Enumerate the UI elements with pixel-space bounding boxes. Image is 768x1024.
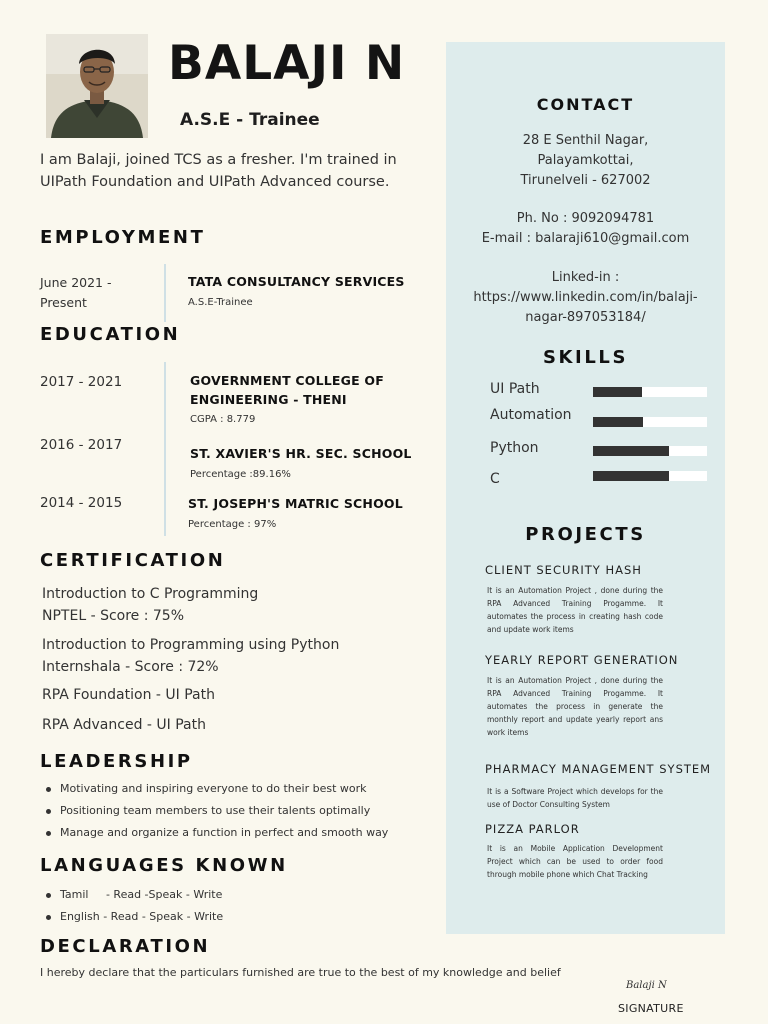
skill-bar bbox=[593, 471, 707, 481]
contact-phone: Ph. No : 9092094781 bbox=[516, 211, 655, 226]
project-title: PHARMACY MANAGEMENT SYSTEM bbox=[485, 762, 712, 776]
education-detail: Percentage : 97% bbox=[188, 519, 277, 530]
skill-bar bbox=[593, 446, 707, 456]
education-years: 2017 - 2021 bbox=[40, 374, 123, 390]
skill-bar bbox=[593, 387, 707, 397]
list-item: Motivating and inspiring everyone to do their best work bbox=[40, 778, 388, 800]
declaration-text: I hereby declare that the particulars furnished are true to the best of my knowledge and belief bbox=[40, 966, 561, 979]
skill-bar bbox=[593, 417, 707, 427]
skill-label: Automation bbox=[490, 407, 572, 423]
certification-heading: CERTIFICATION bbox=[40, 550, 226, 571]
contact-address bbox=[446, 131, 725, 191]
profile-photo bbox=[46, 34, 148, 138]
skills-heading: SKILLS bbox=[542, 347, 629, 368]
skill-bar-fill bbox=[593, 471, 669, 481]
address-line: Tirunelveli - 627002 bbox=[520, 173, 651, 188]
education-detail: CGPA : 8.779 bbox=[190, 414, 256, 425]
skill-label: Python bbox=[490, 440, 539, 456]
project-description: It is an Automation Project , done during the RPA Advanced Training Progamme. It automates the process in creating hash code and update work items bbox=[487, 586, 663, 634]
certification-item: Introduction to Programming using Python bbox=[42, 637, 340, 653]
education-heading: EDUCATION bbox=[40, 324, 181, 345]
languages-heading: LANGUAGES KNOWN bbox=[40, 855, 288, 876]
education-school-line: ENGINEERING - THENI bbox=[190, 392, 347, 407]
employment-role: A.S.E-Trainee bbox=[188, 297, 253, 308]
leadership-list bbox=[40, 778, 388, 844]
education-school: ST. XAVIER'S HR. SEC. SCHOOL bbox=[190, 446, 412, 461]
contact-email[interactable]: E-mail : balaraji610@gmail.com bbox=[481, 231, 690, 246]
certification-item: RPA Advanced - UI Path bbox=[42, 717, 206, 733]
employment-period bbox=[40, 273, 112, 313]
education-school bbox=[190, 371, 384, 409]
list-item: Positioning team members to use their talents optimally bbox=[40, 800, 388, 822]
address-line: 28 E Senthil Nagar, bbox=[522, 133, 649, 148]
leadership-heading: LEADERSHIP bbox=[40, 751, 193, 772]
skill-label: UI Path bbox=[490, 381, 540, 397]
declaration-heading: DECLARATION bbox=[40, 936, 211, 957]
projects-heading: PROJECTS bbox=[525, 524, 646, 545]
contact-heading: CONTACT bbox=[536, 95, 635, 114]
skill-bar-fill bbox=[593, 417, 643, 427]
signature-label: SIGNATURE bbox=[618, 1002, 684, 1015]
linkedin-label: Linked-in : bbox=[551, 270, 620, 285]
skill-label: C bbox=[490, 471, 500, 487]
linkedin-url[interactable]: https://www.linkedin.com/in/balaji- bbox=[473, 290, 698, 305]
languages-list bbox=[40, 884, 223, 928]
list-item: Tamil - Read -Speak - Write bbox=[40, 884, 223, 906]
education-detail: Percentage :89.16% bbox=[190, 469, 291, 480]
project-description: It is an Mobile Application Development Project which can be used to order food through mobile phone which Chat Tracking bbox=[487, 844, 663, 879]
candidate-title: A.S.E - Trainee bbox=[180, 110, 320, 130]
certification-item: Internshala - Score : 72% bbox=[42, 659, 219, 675]
list-item: English - Read - Speak - Write bbox=[40, 906, 223, 928]
candidate-name: BALAJI N bbox=[168, 36, 406, 91]
contact-linkedin[interactable] bbox=[446, 268, 725, 328]
employment-company: TATA CONSULTANCY SERVICES bbox=[188, 274, 405, 289]
person-silhouette-icon bbox=[46, 34, 148, 138]
employment-heading: EMPLOYMENT bbox=[40, 227, 206, 248]
certification-item: RPA Foundation - UI Path bbox=[42, 687, 215, 703]
list-item: Manage and organize a function in perfect and smooth way bbox=[40, 822, 388, 844]
education-divider bbox=[164, 362, 166, 536]
skill-bar-fill bbox=[593, 387, 642, 397]
address-line: Palayamkottai, bbox=[537, 153, 634, 168]
signature: Balaji N bbox=[626, 980, 667, 991]
employment-period-end: Present bbox=[40, 295, 87, 310]
employment-divider bbox=[164, 264, 166, 322]
certification-item: NPTEL - Score : 75% bbox=[42, 608, 185, 624]
education-school: ST. JOSEPH'S MATRIC SCHOOL bbox=[188, 496, 403, 511]
skill-bar-fill bbox=[593, 446, 669, 456]
project-title: CLIENT SECURITY HASH bbox=[485, 563, 642, 577]
education-years: 2014 - 2015 bbox=[40, 495, 123, 511]
employment-period-start: June 2021 - bbox=[40, 275, 112, 290]
linkedin-url[interactable]: nagar-897053184/ bbox=[525, 310, 646, 325]
project-title: YEARLY REPORT GENERATION bbox=[485, 653, 679, 667]
certification-item: Introduction to C Programming bbox=[42, 586, 259, 602]
sidebar-panel bbox=[446, 42, 725, 934]
education-school-line: GOVERNMENT COLLEGE OF bbox=[190, 373, 384, 388]
education-years: 2016 - 2017 bbox=[40, 437, 123, 453]
project-title: PIZZA PARLOR bbox=[485, 822, 580, 836]
intro-text: I am Balaji, joined TCS as a fresher. I'm trained in UIPath Foundation and UIPath Advanced course. bbox=[40, 152, 397, 190]
project-description: It is a Software Project which develops for the use of Doctor Consulting System bbox=[487, 787, 663, 809]
project-description: It is an Automation Project , done during the RPA Advanced Training Progamme. It automates the process in generate the monthly report and update yearly report ans work items bbox=[487, 676, 663, 737]
